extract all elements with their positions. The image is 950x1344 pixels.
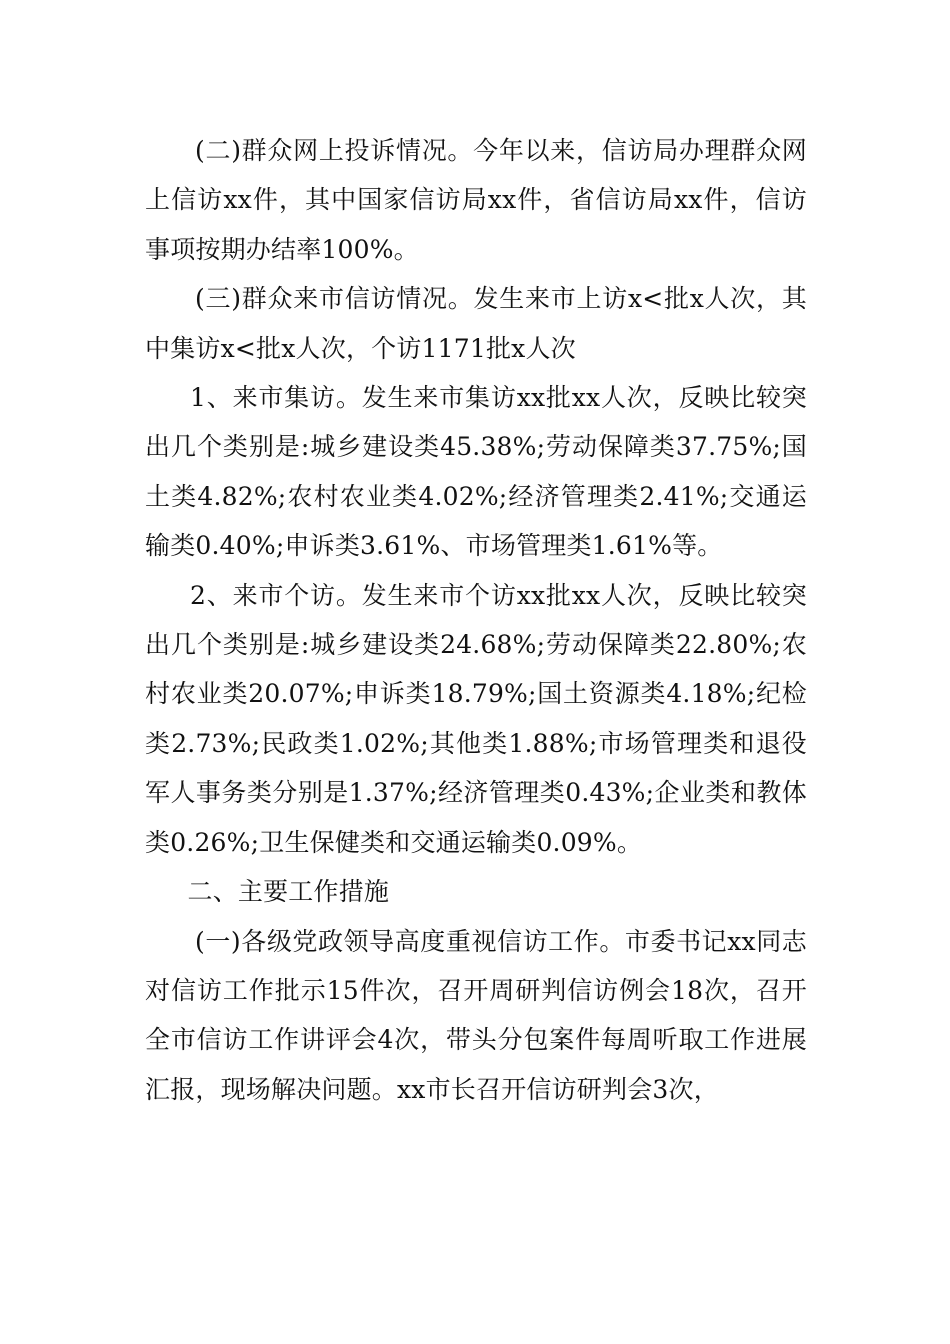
paragraph-online-complaints: (二)群众网上投诉情况。今年以来，信访局办理群众网上信访xx件，其中国家信访局xx件，省信访局xx件，信访事项按期办结率100%。 [145,136,807,264]
paragraph-individual-visits: 2、来市个访。发生来市个访xx批xx人次，反映比较突出几个类别是:城乡建设类24.68%;劳动保障类22.80%;农村农业类20.07%;申诉类18.79%;国土资源类4.18%;纪检类2.73%;民政类1.02%;其他类1.88%;市场管理类和退役军人事务类分别是1.37%;经济管理类0.43%;企业类和教体类0.26%;卫生保健类和交通运输类0.09%。 [145,580,807,857]
paragraph-city-visits: (三)群众来市信访情况。发生来市上访x<批x人次，其中集访x<批x人次，个访1171批x人次 [145,284,807,363]
paragraph-leadership-attention: (一)各级党政领导高度重视信访工作。市委书记xx同志对信访工作批示15件次，召开周研判信访例会18次，召开全市信访工作讲评会4次，带头分包案件每周听取工作进展汇报，现场解决问题。xx市长召开信访研判会3次， [145,926,807,1104]
section-heading-main-measures: 二、主要工作措施 [187,877,390,907]
document-body [145,126,807,1114]
paragraph-group-visits: 1、来市集访。发生来市集访xx批xx人次，反映比较突出几个类别是:城乡建设类45.38%;劳动保障类37.75%;国土类4.82%;农村农业类4.02%;经济管理类2.41%;交通运输类0.40%;申诉类3.61%、市场管理类1.61%等。 [145,383,807,561]
